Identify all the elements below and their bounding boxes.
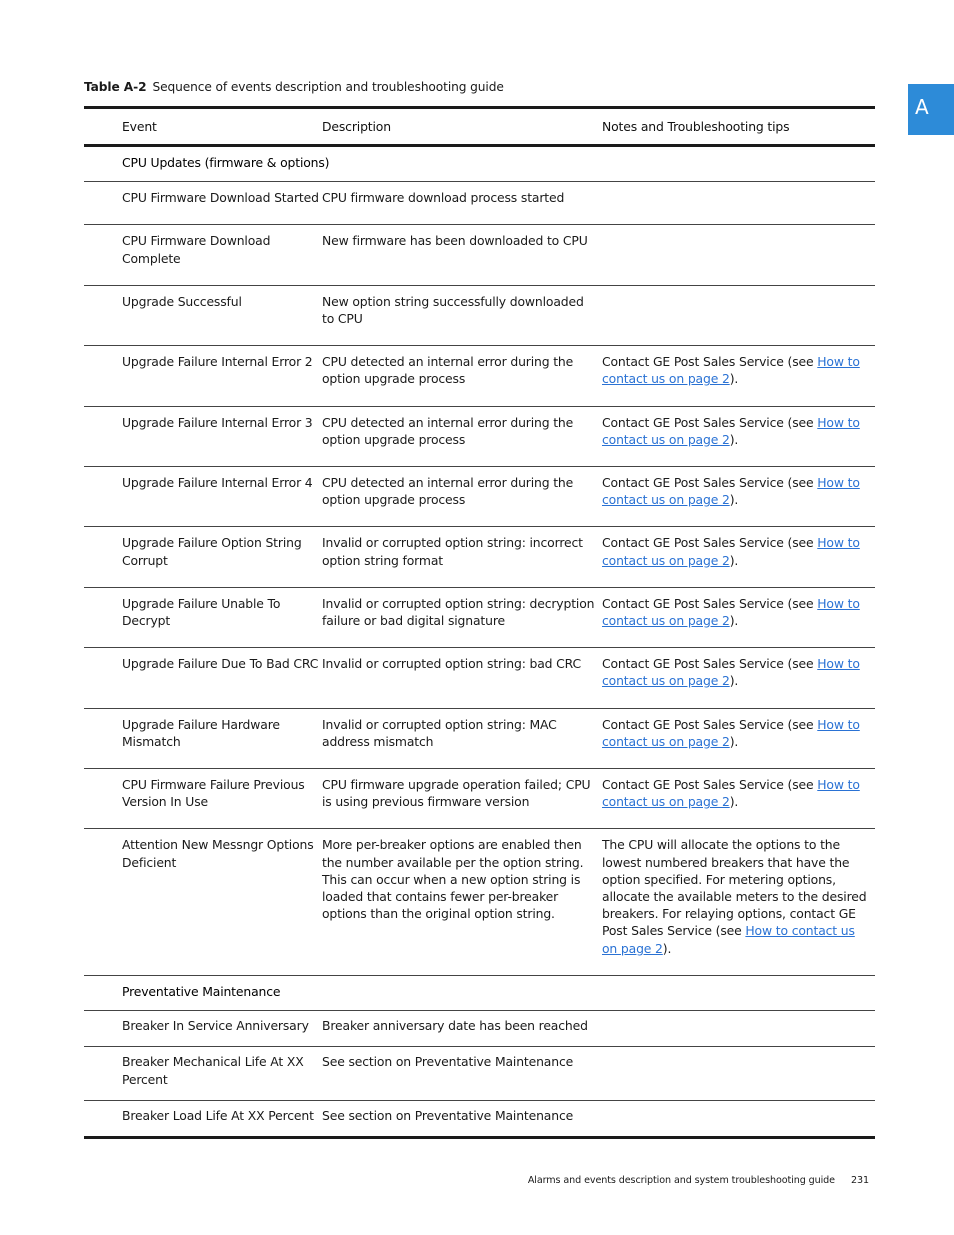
notes-text: Contact GE Post Sales Service (see — [602, 414, 818, 430]
notes-cell — [602, 182, 875, 225]
notes-cell — [602, 285, 875, 345]
table-row — [84, 1100, 875, 1137]
description-cell: Invalid or corrupted option string: incorrect option string format — [322, 535, 583, 568]
description-cell: See section on Preventative Maintenance — [322, 1107, 574, 1123]
notes-close: ). — [729, 431, 739, 447]
table-caption-label: Table A-2 — [84, 80, 147, 94]
event-cell: CPU Firmware Download Complete — [122, 233, 271, 266]
notes-close: ). — [729, 492, 739, 508]
notes-cell — [602, 708, 875, 768]
description-cell: More per-breaker options are enabled then the number available per the option string. This can occur when a new option string is loaded that contains fewer per-breaker options than the original option string. — [322, 837, 584, 922]
table-row — [84, 648, 875, 708]
table-row — [84, 467, 875, 527]
notes-cell — [602, 648, 875, 708]
table-row — [84, 1011, 875, 1047]
description-cell: Invalid or corrupted option string: decryption failure or bad digital signature — [322, 595, 595, 629]
section-title: Preventative Maintenance — [122, 983, 281, 999]
header-event: Event — [122, 108, 322, 146]
notes-text: Contact GE Post Sales Service (see — [602, 777, 818, 793]
section-tab-marker: A — [908, 84, 954, 135]
notes-close: ). — [729, 794, 739, 810]
table-row — [84, 346, 875, 406]
table-header-row — [84, 108, 875, 146]
event-cell: Breaker In Service Anniversary — [122, 1018, 309, 1034]
event-cell: Breaker Mechanical Life At XX Percent — [122, 1054, 304, 1087]
contact-us-link[interactable]: How to contact us on page 2 — [602, 414, 860, 447]
event-cell: Upgrade Failure Internal Error 3 — [122, 414, 313, 430]
event-cell: Attention New Messngr Options Deficient — [122, 837, 314, 870]
table-row — [84, 829, 875, 975]
event-cell: Upgrade Failure Due To Bad CRC — [122, 656, 319, 672]
section-title: CPU Updates (firmware & options) — [122, 155, 330, 170]
event-cell: Upgrade Failure Internal Error 4 — [122, 475, 313, 491]
header-description: Description — [322, 108, 602, 146]
description-cell: CPU detected an internal error during the option upgrade process — [322, 475, 574, 508]
notes-text: Contact GE Post Sales Service (see — [602, 354, 818, 370]
description-cell: CPU firmware upgrade operation failed; CPU is using previous firmware version — [322, 777, 591, 810]
table-row — [84, 769, 875, 829]
header-notes: Notes and Troubleshooting tips — [602, 108, 875, 146]
notes-close: ). — [729, 733, 739, 749]
event-cell: CPU Firmware Failure Previous Version In Use — [122, 777, 305, 810]
notes-cell — [602, 1011, 875, 1047]
contact-us-link[interactable]: How to contact us on page 2 — [602, 656, 860, 689]
contact-us-link[interactable]: How to contact us on page 2 — [602, 923, 855, 956]
event-cell: Upgrade Failure Internal Error 2 — [122, 354, 313, 370]
table-row — [84, 285, 875, 345]
notes-cell — [602, 1100, 875, 1137]
notes-cell — [602, 829, 875, 975]
table-row — [84, 182, 875, 225]
table-row — [84, 225, 875, 285]
description-cell: See section on Preventative Maintenance — [322, 1054, 574, 1070]
event-cell: Breaker Load Life At XX Percent — [122, 1107, 314, 1123]
table-row — [84, 406, 875, 466]
table-caption — [84, 80, 504, 94]
notes-cell — [602, 406, 875, 466]
notes-text: Contact GE Post Sales Service (see — [602, 535, 818, 551]
event-cell: Upgrade Successful — [122, 293, 242, 309]
notes-cell — [602, 769, 875, 829]
table-row — [84, 708, 875, 768]
events-table — [84, 106, 871, 1139]
section-header-row — [84, 975, 875, 1010]
event-cell: Upgrade Failure Unable To Decrypt — [122, 595, 281, 629]
table-row — [84, 1047, 875, 1100]
table-body — [84, 146, 875, 1138]
contact-us-link[interactable]: How to contact us on page 2 — [602, 716, 860, 749]
notes-cell — [602, 346, 875, 406]
contact-us-link[interactable]: How to contact us on page 2 — [602, 535, 860, 568]
notes-text: Contact GE Post Sales Service (see — [602, 475, 818, 491]
page-number: 231 — [850, 1175, 869, 1186]
notes-text: Contact GE Post Sales Service (see — [602, 716, 818, 732]
event-cell: Upgrade Failure Hardware Mismatch — [122, 716, 280, 749]
description-cell: CPU detected an internal error during the option upgrade process — [322, 354, 574, 387]
notes-close: ). — [729, 673, 739, 689]
notes-close: ). — [729, 552, 739, 568]
contact-us-link[interactable]: How to contact us on page 2 — [602, 354, 860, 387]
contact-us-link[interactable]: How to contact us on page 2 — [602, 475, 860, 508]
notes-cell — [602, 467, 875, 527]
notes-cell — [602, 1047, 875, 1100]
contact-us-link[interactable]: How to contact us on page 2 — [602, 595, 860, 629]
event-cell: Upgrade Failure Option String Corrupt — [122, 535, 302, 568]
notes-cell — [602, 527, 875, 587]
notes-close: ). — [729, 371, 739, 387]
notes-close: ). — [662, 940, 672, 956]
description-cell: CPU firmware download process started — [322, 190, 565, 206]
notes-cell — [602, 587, 875, 647]
notes-text: The CPU will allocate the options to the lowest numbered breakers that have the option specified. For metering options, allocate the available meters to the desired breakers. For relaying options, contact GE Post Sales Service (see — [602, 837, 867, 939]
description-cell: Invalid or corrupted option string: bad CRC — [322, 656, 582, 672]
event-cell: CPU Firmware Download Started — [122, 190, 319, 206]
contact-us-link[interactable]: How to contact us on page 2 — [602, 777, 860, 810]
notes-cell — [602, 225, 875, 285]
footer-title: Alarms and events description and system troubleshooting guide — [527, 1175, 835, 1186]
description-cell: CPU detected an internal error during the option upgrade process — [322, 414, 574, 447]
table-row — [84, 587, 875, 647]
description-cell: New firmware has been downloaded to CPU — [322, 233, 588, 249]
section-header-row — [84, 146, 875, 182]
table-caption-title: Sequence of events description and troubleshooting guide — [152, 80, 504, 94]
table-row — [84, 527, 875, 587]
description-cell: New option string successfully downloaded to CPU — [322, 293, 584, 327]
description-cell: Invalid or corrupted option string: MAC address mismatch — [322, 716, 557, 749]
notes-close: ). — [729, 613, 739, 629]
notes-text: Contact GE Post Sales Service (see — [602, 656, 818, 672]
description-cell: Breaker anniversary date has been reached — [322, 1018, 588, 1034]
notes-text: Contact GE Post Sales Service (see — [602, 595, 818, 611]
page-footer — [528, 1175, 869, 1186]
